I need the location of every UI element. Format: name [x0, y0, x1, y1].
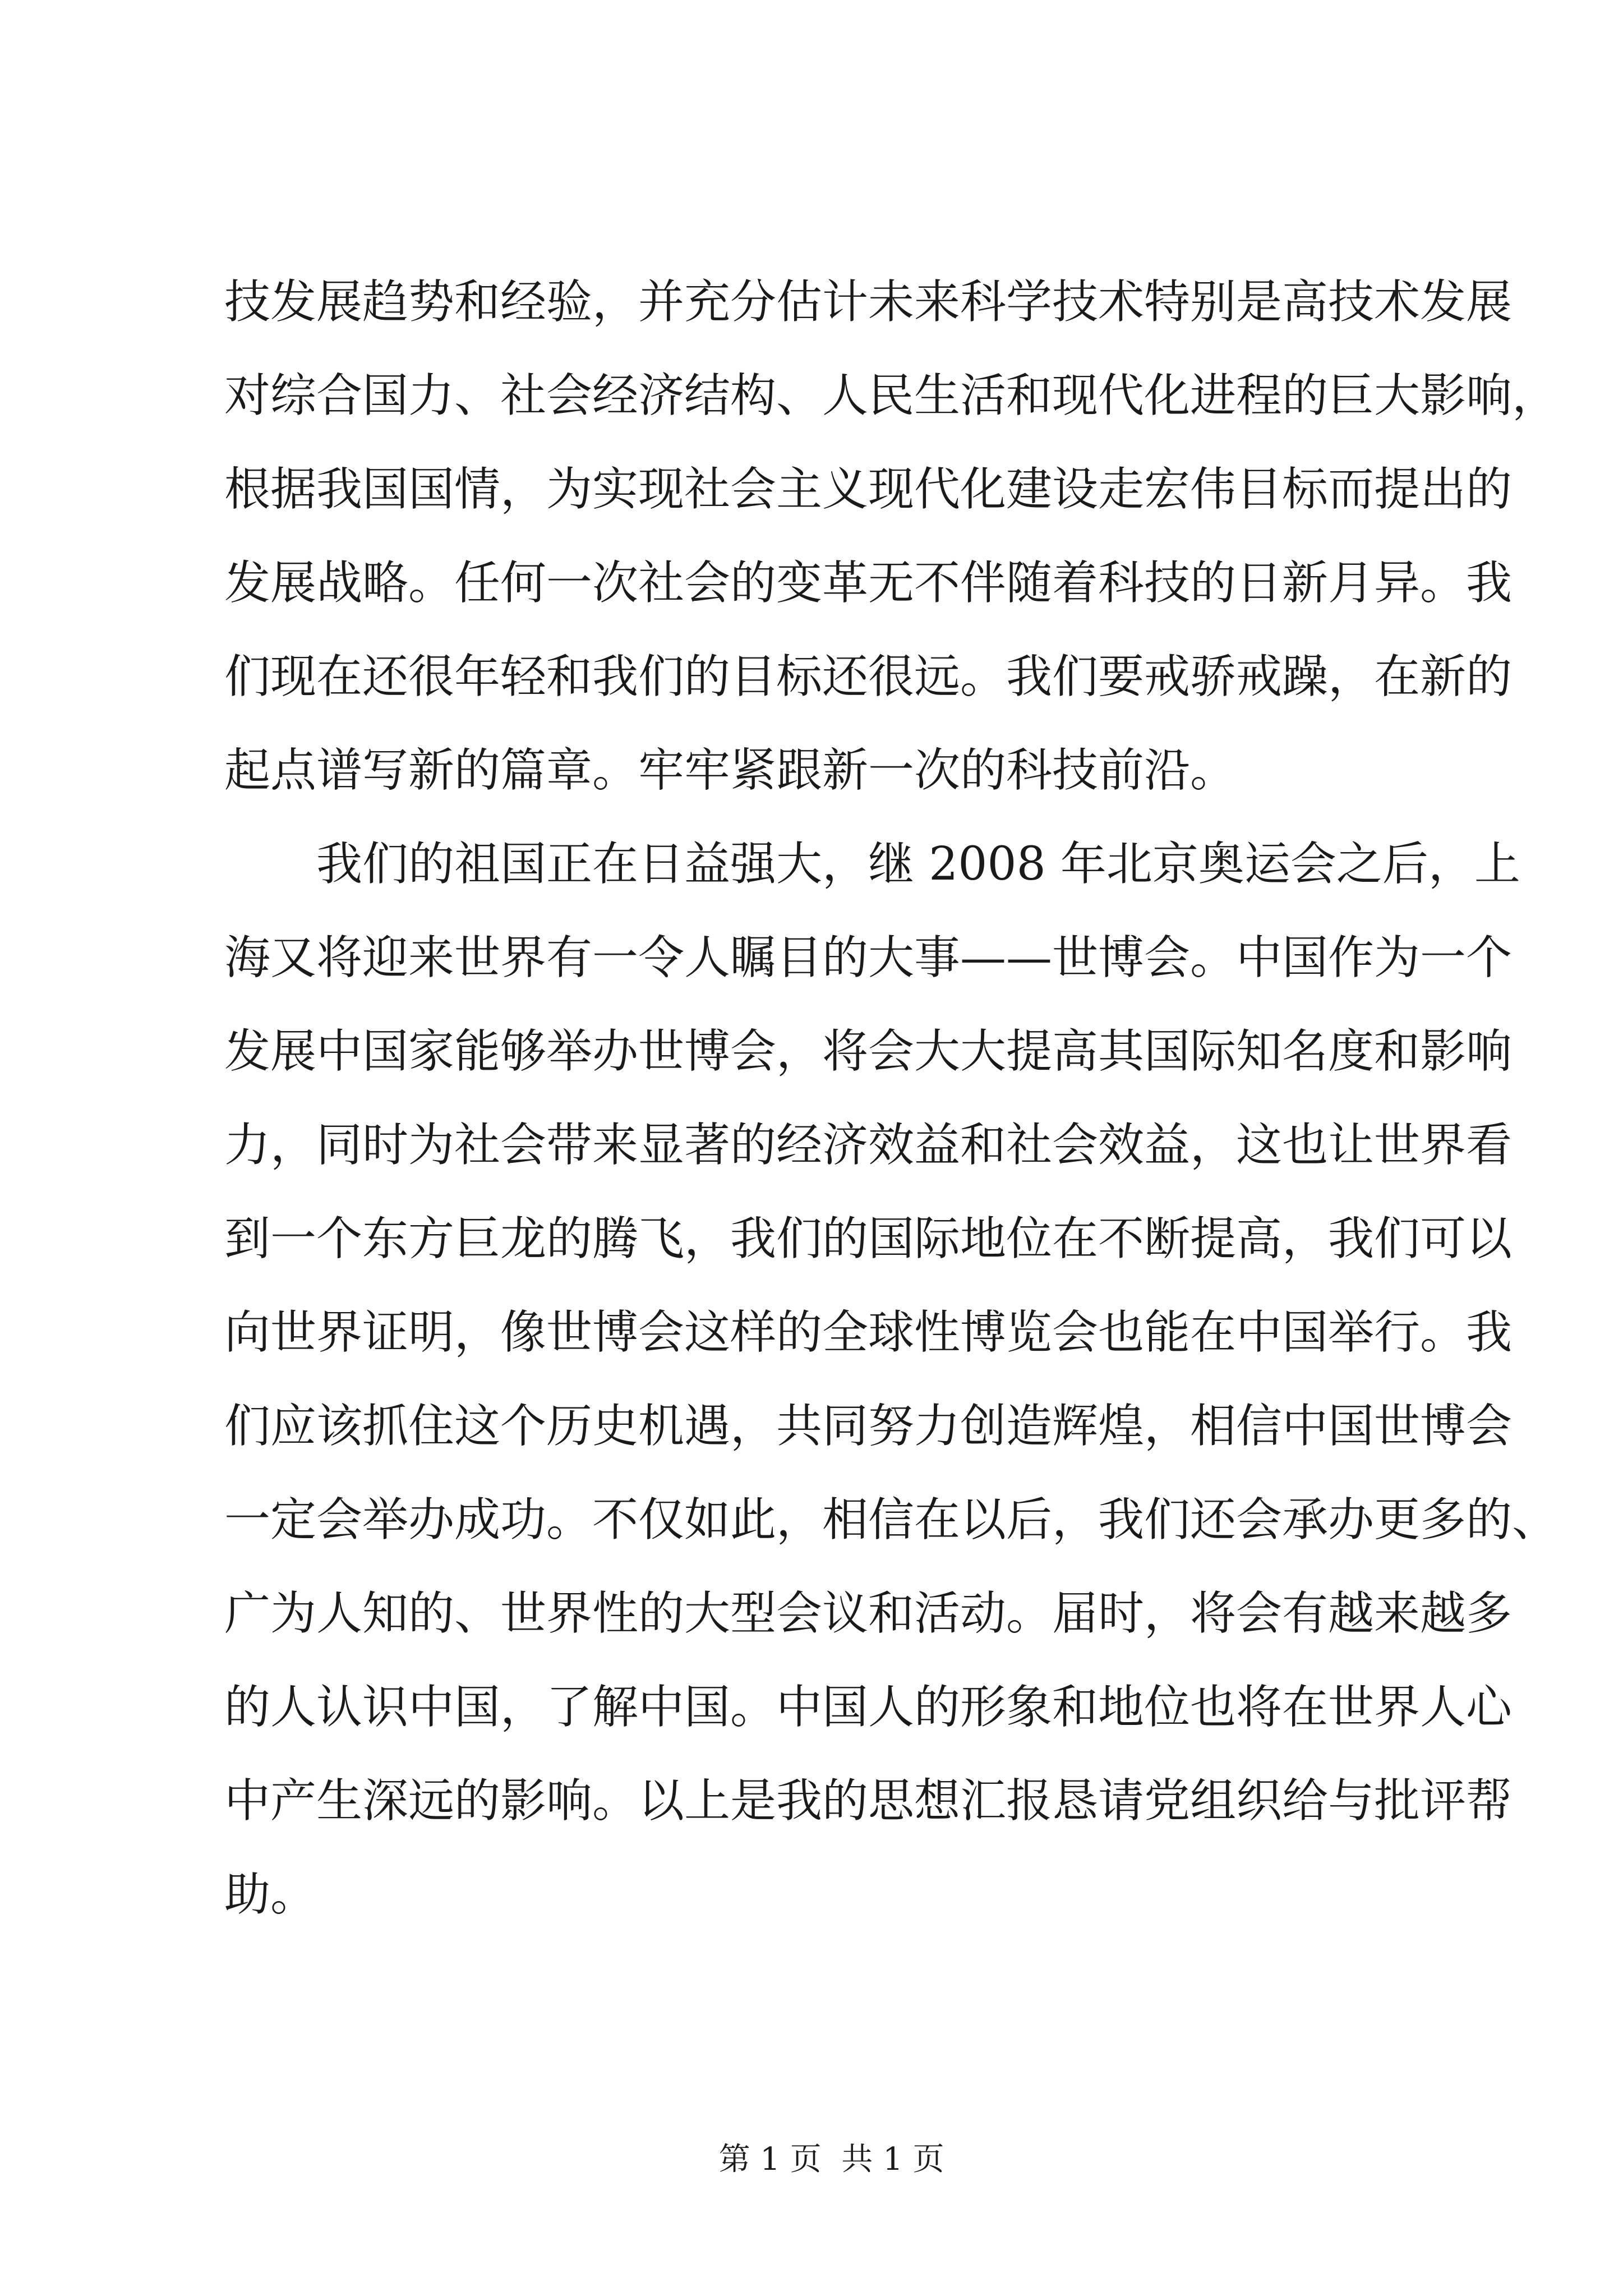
text-line: 中产生深远的影响。以上是我的思想汇报恳请党组织给与批评帮 [224, 1774, 1513, 1828]
text-line: 广为人知的、世界性的大型会议和活动。届时，将会有越来越多 [224, 1587, 1513, 1640]
text-line: 对综合国力、社会经济结构、人民生活和现代化进程的巨大影响， [224, 369, 1559, 422]
paragraph-1 [224, 255, 1559, 817]
text-line: 发展中国家能够举办世博会，将会大大提高其国际知名度和影响 [224, 1025, 1513, 1078]
document-body [224, 255, 1559, 1941]
text-line: 海又将迎来世界有一令人瞩目的大事——世博会。中国作为一个 [224, 931, 1513, 984]
text-line: 起点谱写新的篇章。牢牢紧跟新一次的科技前沿。 [224, 744, 1237, 797]
text-line: 到一个东方巨龙的腾飞，我们的国际地位在不断提高，我们可以 [224, 1212, 1513, 1266]
text-line: 我们的祖国正在日益强大，继 2008 年北京奥运会之后，上 [316, 838, 1520, 891]
text-line: 根据我国国情，为实现社会主义现代化建设走宏伟目标而提出的 [224, 463, 1513, 516]
text-line: 向世界证明，像世博会这样的全球性博览会也能在中国举行。我 [224, 1306, 1513, 1359]
page-footer [0, 2101, 1623, 2219]
text-line: 技发展趋势和经验，并充分估计未来科学技术特别是高技术发展 [224, 275, 1513, 329]
text-line: 助。 [224, 1868, 317, 1921]
page-number-indicator: 第 1 页 共 1 页 [718, 2141, 944, 2178]
text-line: 的人认识中国，了解中国。中国人的形象和地位也将在世界人心 [224, 1681, 1513, 1734]
paragraph-2 [224, 817, 1559, 1941]
text-line: 发展战略。任何一次社会的变革无不伴随着科技的日新月异。我 [224, 556, 1513, 610]
text-line: 力，同时为社会带来显著的经济效益和社会效益，这也让世界看 [224, 1119, 1513, 1172]
text-line: 一定会举办成功。不仅如此，相信在以后，我们还会承办更多的、 [224, 1493, 1559, 1547]
text-line: 们应该抓住这个历史机遇，共同努力创造辉煌，相信中国世博会 [224, 1400, 1513, 1453]
text-line: 们现在还很年轻和我们的目标还很远。我们要戒骄戒躁，在新的 [224, 650, 1513, 703]
